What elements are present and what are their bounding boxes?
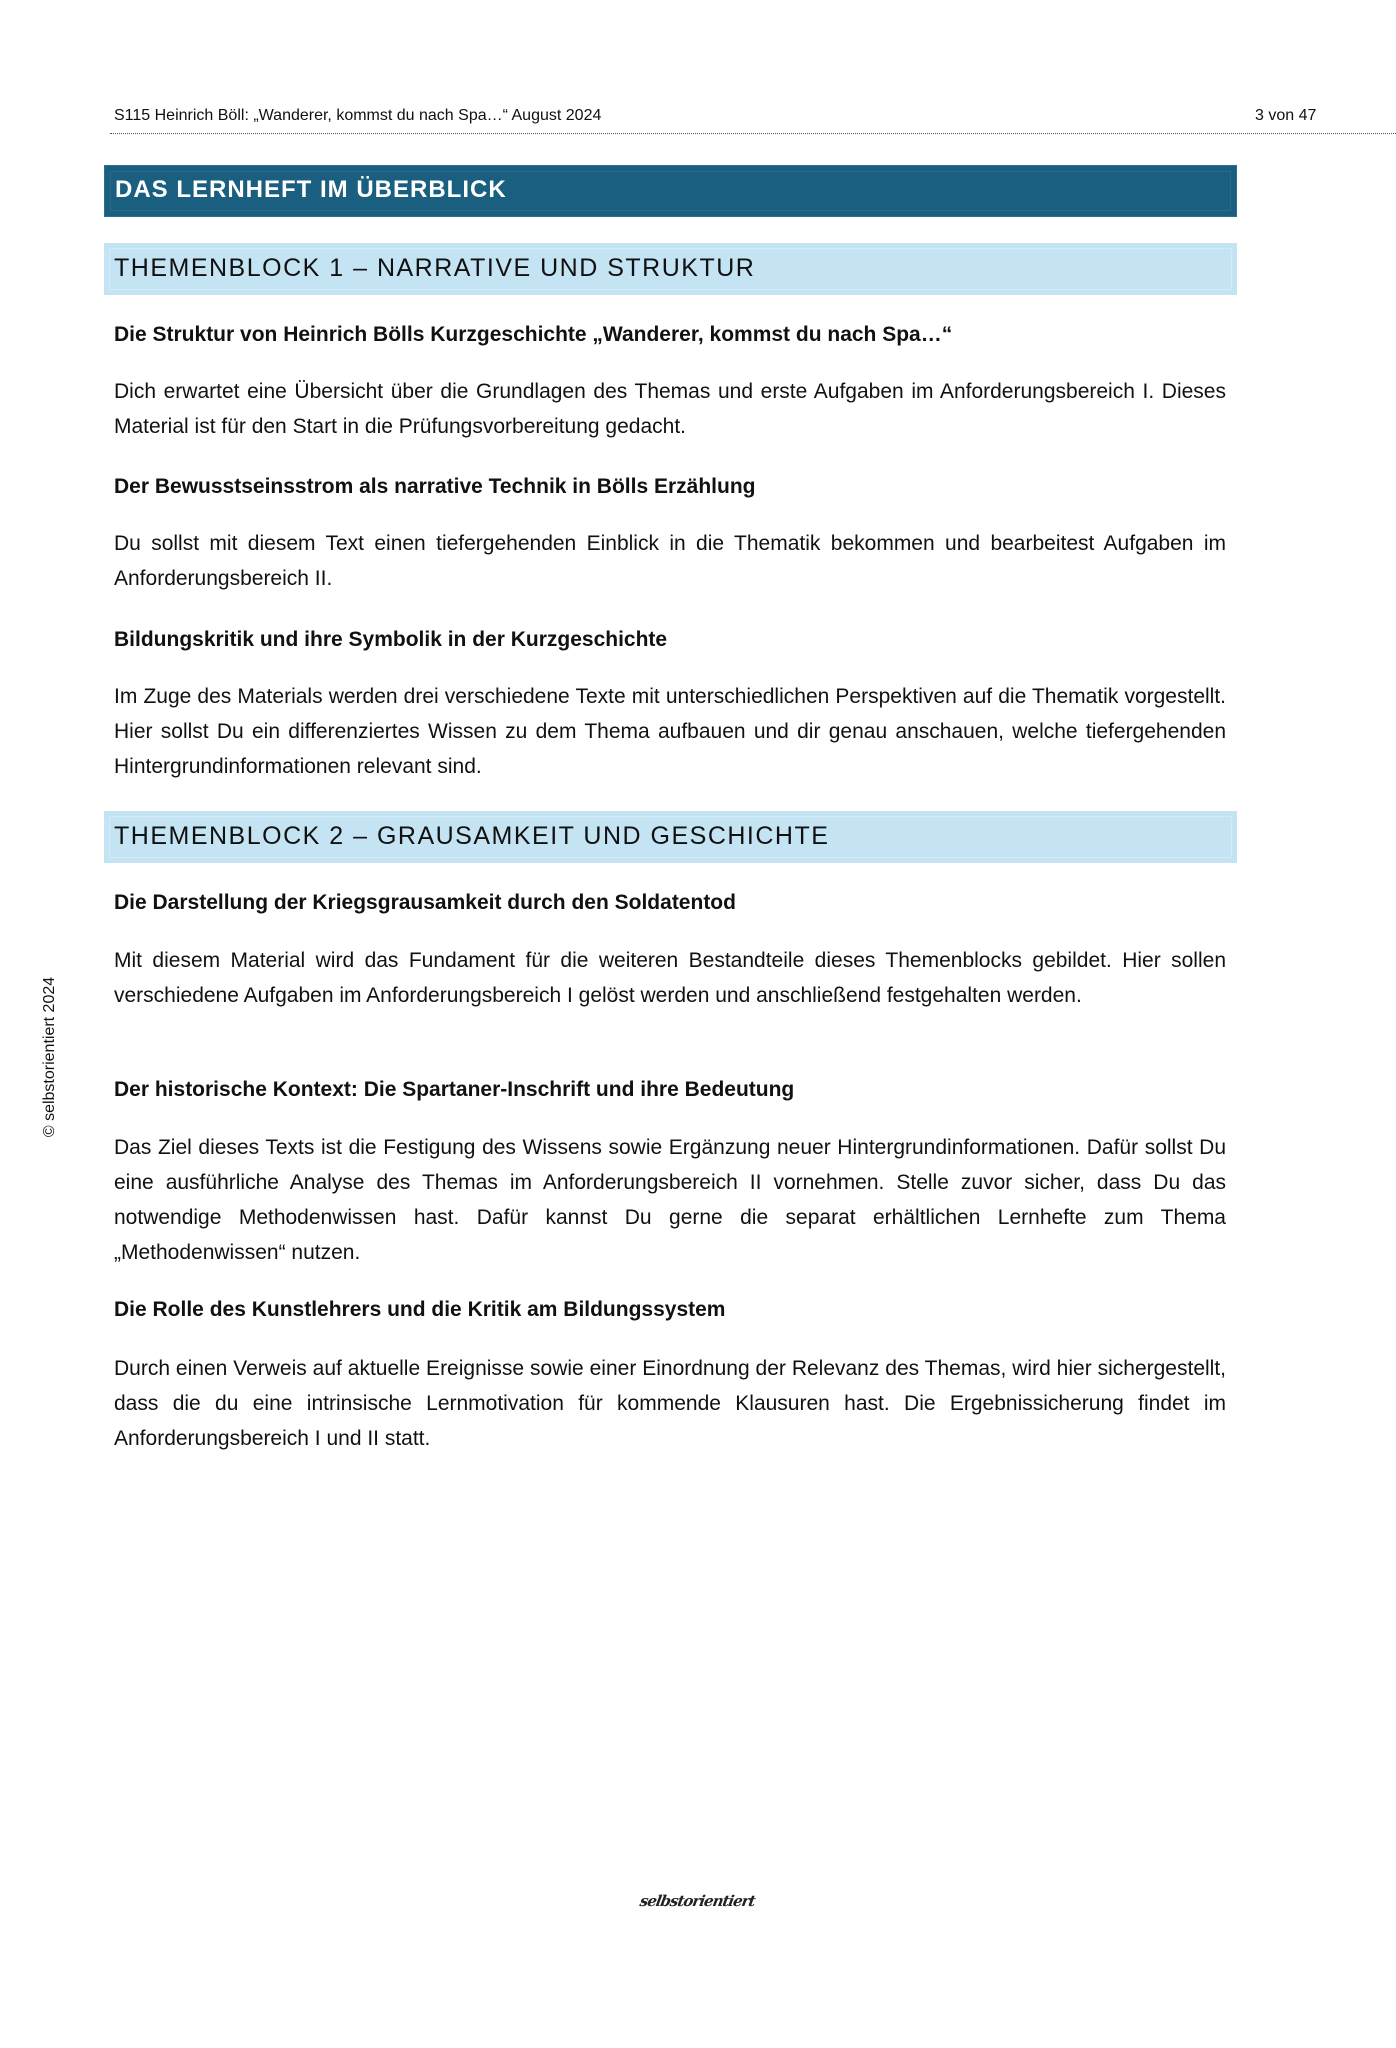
document-title: S115 Heinrich Böll: „Wanderer, kommst du nach Spa…“ August 2024	[114, 107, 602, 124]
section-heading: Die Rolle des Kunstlehrers und die Kritik am Bildungssystem	[114, 1298, 726, 1321]
section-heading: Der historische Kontext: Die Spartaner-Inschrift und ihre Bedeutung	[114, 1078, 795, 1101]
section-heading: Die Darstellung der Kriegsgrausamkeit durch den Soldatentod	[114, 891, 736, 914]
themenblock-1-bar	[104, 243, 1237, 295]
section-heading: Die Struktur von Heinrich Bölls Kurzgeschichte „Wanderer, kommst du nach Spa…“	[114, 323, 953, 346]
copyright-note: © selbstorientiert 2024	[41, 976, 58, 1138]
page-indicator: 3 von 47	[1255, 107, 1317, 124]
section-text: Mit diesem Material wird das Fundament für die weiteren Bestandteile dieses Themenblocks gebildet. Hier sollen verschiedene Aufgaben im Anforderungsbereich I gelöst werden und anschließend festgehalten werden.	[114, 949, 1226, 1007]
themenblock-2-title: THEMENBLOCK 2 – GRAUSAMKEIT UND GESCHICHTE	[114, 822, 830, 850]
section-text: Du sollst mit diesem Text einen tiefergehenden Einblick in die Thematik bekommen und bearbeitest Aufgaben im Anforderungsbereich II.	[114, 532, 1226, 590]
section-heading: Der Bewusstseinsstrom als narrative Technik in Bölls Erzählung	[114, 475, 756, 498]
footer-logo: selbstorientiert	[638, 1892, 757, 1910]
page-header	[110, 103, 1396, 134]
section-text: Im Zuge des Materials werden drei verschiedene Texte mit unterschiedlichen Perspektiven auf die Thematik vorgestellt. Hier sollst Du ein differenziertes Wissen zu dem Thema aufbauen und dir genau anschauen, welche tiefergehenden Hintergrundinformationen relevant sind.	[114, 685, 1226, 778]
section-text: Das Ziel dieses Texts ist die Festigung des Wissens sowie Ergänzung neuer Hintergrundinformationen. Dafür sollst Du eine ausführliche Analyse des Themas im Anforderungsbereich II vornehmen. Stelle zuvor sicher, dass Du das notwendige Methodenwissen hast. Dafür kannst Du gerne die separat erhältlichen Lernhefte zum Thema „Methodenwissen“ nutzen.	[114, 1136, 1226, 1264]
section-text: Dich erwartet eine Übersicht über die Grundlagen des Themas und erste Aufgaben im Anforderungsbereich I. Dieses Material ist für den Start in die Prüfungsvorbereitung gedacht.	[114, 380, 1226, 438]
section-heading: Bildungskritik und ihre Symbolik in der Kurzgeschichte	[114, 628, 668, 651]
themenblock-1-title: THEMENBLOCK 1 – NARRATIVE UND STRUKTUR	[114, 254, 756, 282]
main-title: DAS LERNHEFT IM ÜBERBLICK	[115, 176, 507, 203]
themenblock-2-bar	[104, 811, 1237, 863]
main-title-bar	[104, 165, 1237, 217]
section-text: Durch einen Verweis auf aktuelle Ereignisse sowie einer Einordnung der Relevanz des Themas, wird hier sichergestellt, dass die du eine intrinsische Lernmotivation für kommende Klausuren hast. Die Ergebnissicherung findet im Anforderungsbereich I und II statt.	[114, 1357, 1226, 1450]
